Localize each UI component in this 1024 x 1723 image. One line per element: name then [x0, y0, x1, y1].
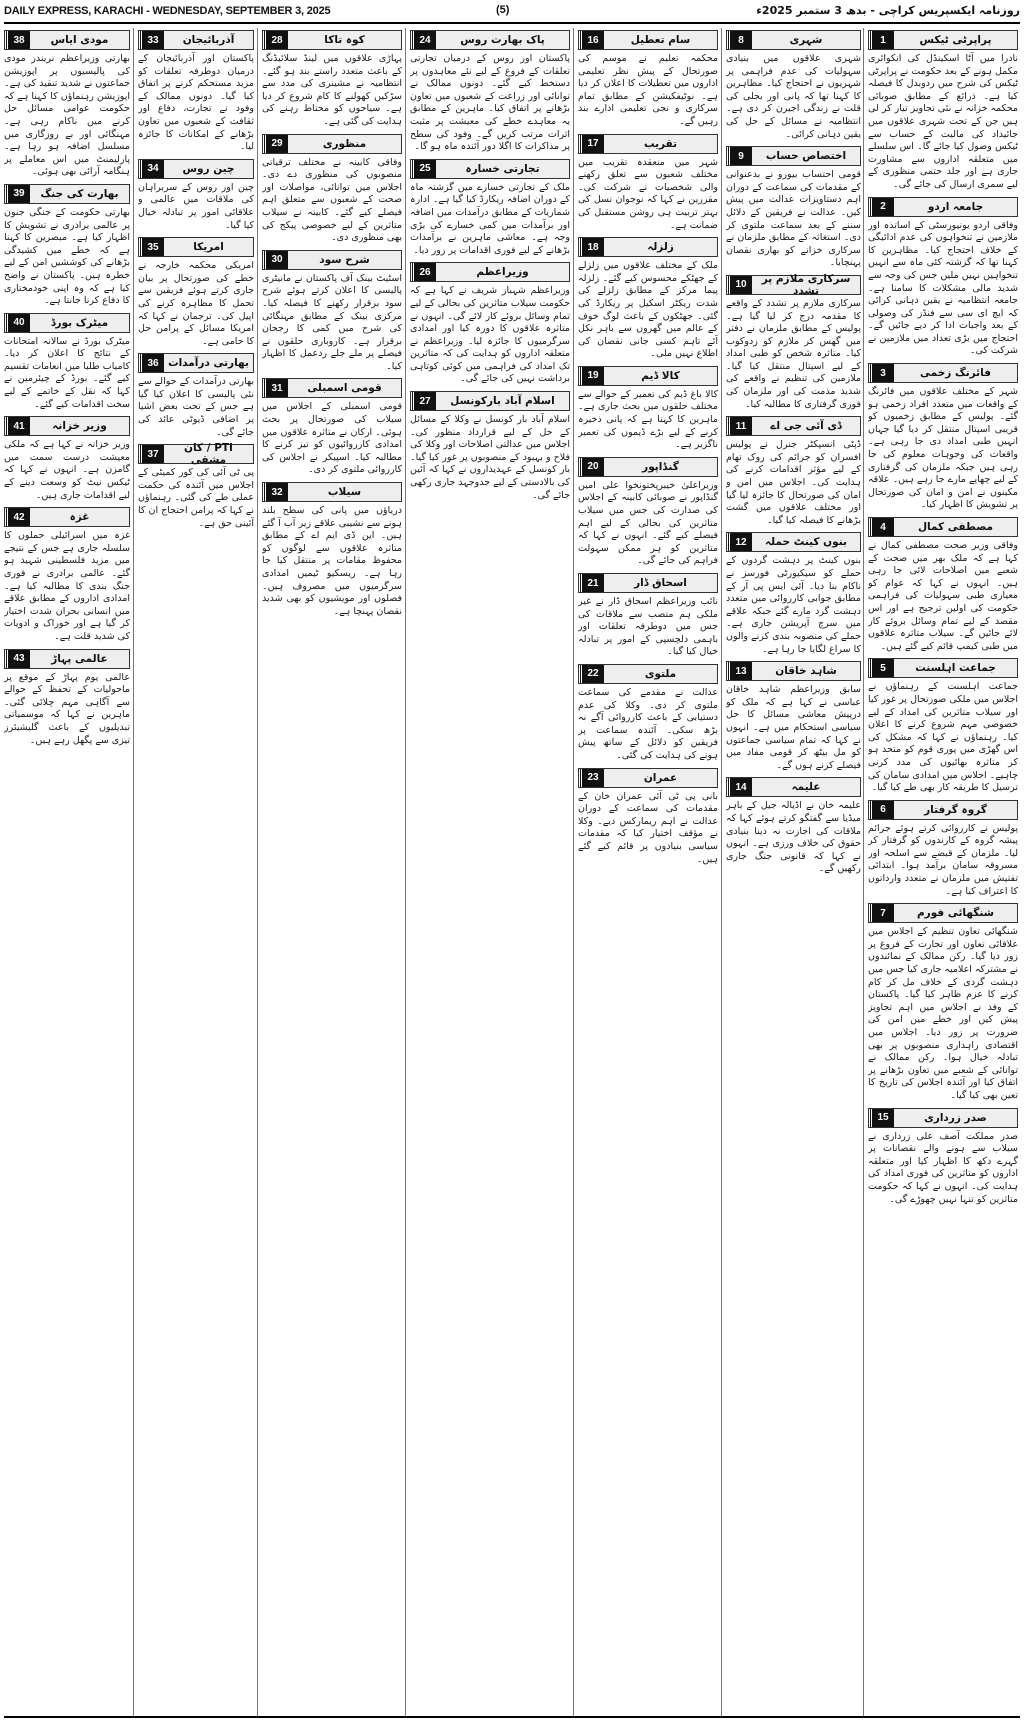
news-headline: بنوں کینٹ حملہ [765, 536, 847, 549]
news-headline: علیمہ [791, 781, 821, 794]
news-item [262, 482, 402, 618]
news-body-text: وزیراعلیٰ خیبرپختونخوا علی امین گنڈاپور نے صوبائی کابینہ کے اجلاس کی صدارت کی جس میں سیلاب متاثرین کی بحالی کے لیے اہم فیصلے کیے گئے۔ انہوں نے کہا کہ متاثرین کو ہر ممکن سہولت فراہم کی جائے گی۔ [578, 479, 718, 567]
news-item [578, 664, 718, 763]
news-body-text: قومی احتساب بیورو نے بدعنوانی کے مقدمات کی سماعت کے دوران اہم دستاویزات عدالت میں پیش کیں۔ عدالت نے فریقین کے دلائل سننے کے بعد سماعت ملتوی کر دی۔ استغاثہ کے مطابق ملزمان نے سرکاری خزانے کو بھاری نقصان پہنچایا۔ [726, 169, 861, 269]
news-headline: چین روس [182, 162, 235, 175]
news-body-text: شہر میں منعقدہ تقریب میں مختلف شعبوں سے تعلق رکھنے والی شخصیات نے شرکت کی۔ مقررین نے کہا کہ نوجوان نسل کی بہتر تربیت ہی روشن مستقبل کی ضمانت ہے۔ [578, 156, 718, 231]
news-headline-box [726, 30, 861, 50]
news-body-text: پہاڑی علاقوں میں لینڈ سلائیڈنگ کے باعث متعدد راستے بند ہو گئے۔ انتظامیہ نے مشینری کی مدد سے سڑکیں کھولنے کا کام شروع کر دیا ہے۔ سیاحوں کو محتاط رہنے کی ہدایت کی گئی ہے۔ [262, 53, 402, 127]
news-headline: عمران [643, 771, 678, 784]
news-index-number: 12 [727, 533, 752, 551]
news-index-number: 13 [727, 662, 752, 680]
news-body-text: میٹرک بورڈ نے سالانہ امتحانات کے نتائج کا اعلان کر دیا۔ کامیاب طلبا میں انعامات تقسیم کیے گئے۔ بورڈ کے چیئرمین نے کہا کہ نقل کے خاتمے کے لیے سخت اقدامات کیے گئے۔ [4, 335, 130, 410]
news-headline: سام تعطیل [630, 34, 691, 46]
news-body-text: عدالت نے مقدمے کی سماعت ملتوی کر دی۔ وکلا کی عدم دستیابی کے باعث کارروائی آگے نہ بڑھ سکی۔ آئندہ سماعت پر فریقین کو دلائل کے ساتھ پیش ہونے کی ہدایت کی گئی۔ [578, 686, 718, 761]
news-index-number: 19 [579, 367, 604, 385]
news-headline: اسحاق ڈار [634, 577, 687, 589]
news-index-number: 35 [139, 238, 164, 256]
news-body-text: ملک کے مختلف علاقوں میں زلزلے کے جھٹکے محسوس کیے گئے۔ زلزلہ پیما مرکز کے مطابق زلزلے کی شدت ریکٹر اسکیل پر ریکارڈ کی گئی۔ جھٹکوں کے باعث لوگ خوف کے عالم میں گھروں سے باہر نکل آئے تاہم کسی جانی نقصان کی اطلاع نہیں ملی۔ [578, 260, 718, 360]
news-headline-box [4, 30, 130, 50]
news-body-text: وفاقی کابینہ نے مختلف ترقیاتی منصوبوں کی منظوری دے دی۔ اجلاس میں توانائی، مواصلات اور صحت کے شعبوں سے متعلق اہم فیصلے کیے گئے۔ کابینہ نے سیلاب متاثرین کے لیے خصوصی پیکج کی بھی منظوری دی۔ [262, 156, 402, 244]
news-headline: کالا ڈیم [641, 369, 680, 382]
news-headline-box [868, 363, 1018, 383]
news-item [262, 30, 402, 129]
news-item [4, 649, 130, 748]
news-headline-box [4, 649, 130, 669]
news-body-text: سرکاری ملازم پر تشدد کے واقعے کا مقدمہ درج کر لیا گیا ہے۔ پولیس کے مطابق ملزمان نے دفتر میں گھس کر ملازم کو زدوکوب کیا۔ متاثرہ شخص کو طبی امداد کے لیے اسپتال منتقل کیا گیا۔ ملازمین کی تنظیم نے واقعے کی شدید مذمت کی اور ملزمان کی فوری گرفتاری کا مطالبہ کیا۔ [726, 297, 861, 410]
news-index-number: 1 [869, 31, 894, 49]
news-index-number: 28 [263, 31, 288, 49]
news-headline-box [578, 30, 718, 50]
news-item [868, 1108, 1018, 1207]
news-item [262, 134, 402, 245]
news-headline-box [868, 658, 1018, 678]
news-body-text: شہری علاقوں میں بنیادی سہولیات کی عدم فراہمی پر شہریوں نے احتجاج کیا۔ مظاہرین کا کہنا تھا کہ پانی اور بجلی کی قلت نے زندگی اجیرن کر دی ہے۔ انتظامیہ نے مسائل کے حل کی یقین دہانی کرائی۔ [726, 53, 861, 140]
news-body-text: شہر کے مختلف علاقوں میں فائرنگ کے واقعات میں متعدد افراد زخمی ہو گئے۔ پولیس کے مطابق زخمیوں کو قریبی اسپتال منتقل کر دیا گیا جہاں انہیں طبی امداد دی جا رہی ہے۔ واقعات کی وجوہات معلوم کی جا رہی ہیں جبکہ ملزمان کی گرفتاری کے لیے چھاپے مارے جا رہے ہیں۔ علاقہ مکینوں نے امن و امان کی صورتحال پر تشویش کا اظہار کیا۔ [868, 386, 1018, 511]
news-headline-box [262, 250, 402, 270]
news-body-text: وفاقی وزیر صحت مصطفی کمال نے کہا ہے کہ ملک بھر میں صحت کے شعبے میں اصلاحات لائی جا رہی ہیں۔ انہوں نے کہا کہ عوام کو معیاری طبی سہولیات کی فراہمی حکومت کی اولین ترجیح ہے اور اس مقصد کے لیے تمام وسائل بروئے کار لائے جائیں گے۔ سیلاب متاثرہ علاقوں میں طبی کیمپ قائم کیے گئے ہیں۔ [868, 540, 1018, 652]
news-item [578, 768, 718, 867]
news-headline-box [868, 30, 1018, 50]
news-item [726, 416, 861, 527]
news-headline-box [578, 366, 718, 386]
news-headline-box [4, 416, 130, 436]
news-headline: سیلاب [327, 486, 362, 499]
news-headline-box [138, 237, 254, 257]
news-body-text: علیمہ خان نے اڈیالہ جیل کے باہر میڈیا سے گفتگو کرتے ہوئے کہا کہ ملاقات کی اجازت نہ دینا بنیادی حقوق کی خلاف ورزی ہے۔ انہوں نے کہا کہ قانونی جنگ جاری رکھیں گے۔ [726, 800, 861, 875]
news-headline: آذربائیجان [182, 34, 235, 46]
news-body-text: غزہ میں اسرائیلی حملوں کا سلسلہ جاری ہے جس کے نتیجے میں مزید فلسطینی شہید ہو گئے۔ عالمی برادری نے فوری جنگ بندی کا مطالبہ کیا ہے۔ امدادی اداروں کے مطابق علاقے میں انسانی بحران شدت اختیار کر گیا ہے اور خوراک و ادویات کی شدید قلت ہے۔ [4, 530, 130, 642]
news-item [138, 159, 254, 232]
news-index-number: 43 [5, 650, 30, 668]
news-body-text: اسٹیٹ بینک آف پاکستان نے مانیٹری پالیسی کا اعلان کرتے ہوئے شرح سود برقرار رکھنے کا فیصلہ کیا۔ مرکزی بینک کے مطابق مہنگائی کی شرح میں کمی کا رجحان برقرار ہے۔ کاروباری حلقوں نے فیصلے پر ملے جلے ردعمل کا اظہار کیا۔ [262, 272, 402, 372]
news-headline-box [726, 416, 861, 436]
news-index-number: 7 [869, 904, 894, 922]
news-index-number: 3 [869, 364, 894, 382]
news-item [578, 366, 718, 452]
news-index-number: 42 [5, 508, 30, 526]
masthead [4, 2, 1020, 22]
news-body-text: پولیس نے کارروائی کرتے ہوئے جرائم پیشہ گروہ کے کارندوں کو گرفتار کر لیا۔ ملزمان کے قبضے سے اسلحہ اور مسروقہ سامان برآمد ہوا۔ ابتدائی تفتیش میں ملزمان نے متعدد وارداتوں کا اعتراف کیا ہے۔ [868, 822, 1018, 897]
news-headline: شنگھائی فورم [916, 907, 994, 920]
news-item [262, 378, 402, 477]
news-item [262, 250, 402, 374]
news-headline: فائرنگ زخمی [920, 367, 991, 380]
news-headline-box [578, 457, 718, 477]
news-item [578, 457, 718, 568]
news-headline: PTI / کان مشقی [184, 442, 233, 467]
news-index-number: 25 [411, 160, 436, 178]
news-index-number: 24 [411, 31, 436, 49]
news-index-number: 32 [263, 483, 288, 501]
news-headline-box [578, 237, 718, 257]
news-headline: بھارتی درآمدات [168, 357, 249, 370]
news-headline: قومی اسمبلی [307, 382, 382, 395]
news-headline-box [138, 30, 254, 50]
news-headline: اختصاص حساب [765, 150, 847, 163]
news-index-number: 9 [727, 147, 752, 165]
news-headline-box [868, 517, 1018, 537]
news-index-number: 21 [579, 574, 604, 592]
news-item [138, 30, 254, 154]
column-separator [257, 28, 258, 1718]
news-index-number: 29 [263, 135, 288, 153]
news-headline-box [138, 159, 254, 179]
news-index-number: 11 [727, 417, 752, 435]
news-headline-box [262, 482, 402, 502]
news-headline-box [578, 664, 718, 684]
news-index-number: 16 [579, 31, 604, 49]
news-headline: پراپرٹی ٹیکس [919, 34, 992, 46]
news-item [726, 777, 861, 876]
masthead-english-dateline: DAILY EXPRESS, KARACHI - WEDNESDAY, SEPTEMBER 3, 2025 [4, 5, 331, 17]
news-headline: صدر زرداری [924, 1111, 987, 1124]
news-index-number: 20 [579, 458, 604, 476]
column-separator [721, 28, 722, 1718]
news-item [578, 30, 718, 129]
news-index-number: 37 [139, 445, 164, 463]
news-body-text: امریکی محکمہ خارجہ نے خطے کی صورتحال پر بیان جاری کرتے ہوئے فریقین سے تحمل کا مظاہرہ کرنے کی اپیل کی۔ ترجمان نے کہا کہ امریکا مسائل کے پرامن حل کا حامی ہے۔ [138, 260, 254, 347]
news-body-text: بانی پی ٹی آئی عمران خان کے مقدمات کی سماعت کے دوران عدالت نے اہم ریمارکس دیے۔ وکلا نے مؤقف اختیار کیا کہ مقدمات سیاسی بنیادوں پر قائم کیے گئے ہیں۔ [578, 790, 718, 865]
news-headline: وزیراعظم [476, 266, 529, 279]
news-headline-box [868, 800, 1018, 820]
news-body-text: عالمی یوم پہاڑ کے موقع پر ماحولیات کے تحفظ کے حوالے سے آگاہی مہم چلائی گئی۔ ماہرین نے کہا کہ موسمیاتی تبدیلیوں کے باعث گلیشیئرز تیزی سے پگھل رہے ہیں۔ [4, 671, 130, 746]
news-item [868, 197, 1018, 359]
news-headline: مصطفی کمال [917, 521, 994, 533]
news-body-text: نادرا میں آٹا اسکینڈل کی انکوائری مکمل ہونے کے بعد حکومت نے پراپرٹی ٹیکس کی شرح میں ردوبدل کا فیصلہ کیا ہے۔ ذرائع کے مطابق صوبائی محکمہ خزانہ نے نئی تجاویز تیار کر لی ہیں جن کے تحت شہری علاقوں میں جائیداد کی مالیت کے حساب سے ٹیکس وصول کیا جائے گا۔ اس سلسلے میں متعلقہ اداروں سے مشاورت جاری ہے اور جلد حتمی منظوری کے لیے سمری ارسال کی جائے گی۔ [868, 53, 1018, 190]
news-headline-box [138, 442, 254, 467]
news-item [578, 134, 718, 233]
news-body-text: کالا باغ ڈیم کی تعمیر کے حوالے سے مختلف حلقوں میں بحث جاری ہے۔ ماہرین کا کہنا ہے کہ پانی ذخیرہ کرنے کے لیے بڑے ڈیموں کی تعمیر ناگزیر ہے۔ [578, 388, 718, 451]
news-body-text: پاکستان اور روس کے درمیان تجارتی تعلقات کے فروغ کے لیے نئے معاہدوں پر دستخط کیے گئے۔ دونوں ممالک نے توانائی اور زراعت کے شعبوں میں تعاون بڑھانے پر اتفاق کیا۔ ماہرین کے مطابق یہ معاہدے خطے کی معیشت پر مثبت اثرات مرتب کریں گے۔ وفود کی سطح پر مذاکرات کا اگلا دور آئندہ ماہ ہو گا۔ [410, 53, 570, 153]
news-index-number: 14 [727, 778, 752, 796]
news-body-text: ملک کے تجارتی خسارے میں گزشتہ ماہ کے دوران اضافہ ریکارڈ کیا گیا ہے۔ ادارہ شماریات کے مطابق درآمدات میں اضافہ اور برآمدات میں کمی خسارے کی بڑی وجہ ہے۔ معاشی ماہرین نے برآمدات بڑھانے کے لیے فوری اقدامات پر زور دیا۔ [410, 181, 570, 256]
news-body-text: بھارتی وزیراعظم نریندر مودی کی پالیسیوں پر اپوزیشن جماعتوں نے شدید تنقید کی ہے۔ اپوزیشن رہنماؤں کا کہنا ہے کہ حکومت عوامی مسائل حل کرنے میں ناکام رہی ہے۔ مہنگائی اور بے روزگاری میں مسلسل اضافہ ہو رہا ہے۔ پارلیمنٹ میں اس معاملے پر ہنگامہ آرائی بھی ہوئی۔ [4, 53, 130, 178]
news-item [726, 272, 861, 411]
news-item [138, 444, 254, 530]
news-headline: شرح سود [319, 253, 370, 266]
news-headline-box [410, 391, 570, 411]
news-item [410, 262, 570, 386]
news-headline-box [726, 777, 861, 797]
news-body-text: پی ٹی آئی کی کور کمیٹی کے اجلاس میں آئندہ کی حکمت عملی طے کی گئی۔ رہنماؤں نے کہا کہ پرامن احتجاج ان کا آئینی حق ہے۔ [138, 467, 254, 529]
news-headline: غزہ [69, 511, 90, 524]
news-headline-box [726, 146, 861, 166]
news-headline: شہری [789, 34, 823, 46]
news-body-text: بھارتی حکومت کے جنگی جنون پر عالمی برادری نے تشویش کا اظہار کیا ہے۔ مبصرین کا کہنا ہے کہ خطے میں کشیدگی بڑھانے کی کوششیں امن کے لیے خطرہ ہیں۔ پاکستان نے واضح کیا ہے کہ وہ اپنی خودمختاری کا دفاع کرنا جانتا ہے۔ [4, 206, 130, 307]
news-item [868, 658, 1018, 794]
news-headline-box [262, 378, 402, 398]
news-column-7 [4, 28, 130, 1716]
news-item [4, 30, 130, 179]
news-headline-box [410, 262, 570, 282]
news-headline: شاہد خاقان [775, 665, 837, 678]
news-body-text: وفاقی اردو یونیورسٹی کے اساتذہ اور ملازمین نے تنخواہوں کی عدم ادائیگی کے خلاف احتجاج کیا۔ مظاہرین کا کہنا تھا کہ گزشتہ کئی ماہ سے انہیں تنخواہیں نہیں ملیں جس کی وجہ سے شدید مالی مشکلات کا سامنا ہے۔ جامعہ انتظامیہ نے یقین دہانی کرائی کہ ایچ ای سی سے فنڈز کی وصولی کے بعد واجبات ادا کر دیے جائیں گے۔ احتجاج میں بڑی تعداد میں ملازمین نے شرکت کی۔ [868, 219, 1018, 357]
news-item [410, 391, 570, 502]
news-headline: پاک بھارت روس [460, 34, 545, 46]
news-column-1 [868, 28, 1018, 1716]
news-headline-box [578, 573, 718, 593]
news-index-number: 17 [579, 135, 604, 153]
news-headline: امریکا [193, 241, 224, 254]
page-number: (5) [496, 4, 510, 16]
news-headline: مودی ایاس [50, 34, 109, 46]
news-body-text: ڈپٹی انسپکٹر جنرل نے پولیس افسران کو جرائم کی روک تھام کے لیے مؤثر اقدامات کرنے کی ہدایت کی۔ اجلاس میں امن و امان کی صورتحال کا جائزہ لیا گیا اور مختلف علاقوں میں گشت بڑھانے کا فیصلہ کیا گیا۔ [726, 439, 861, 526]
news-headline-box [868, 903, 1018, 923]
news-body-text: قومی اسمبلی کے اجلاس میں سیلاب کی صورتحال پر بحث ہوئی۔ ارکان نے متاثرہ علاقوں میں امدادی کارروائیوں کو تیز کرنے کا مطالبہ کیا۔ اسپیکر نے اجلاس کی کارروائی ملتوی کر دی۔ [262, 401, 402, 476]
news-headline: گروہ گرفتار [924, 803, 987, 816]
news-headline: سرکاری ملازم پر تشدد [761, 272, 851, 297]
news-index-number: 15 [869, 1109, 894, 1127]
news-item [138, 353, 254, 439]
news-item [138, 237, 254, 348]
news-body-text: اسلام آباد بار کونسل نے وکلا کے مسائل کے حل کے لیے قرارداد منظور کی۔ اجلاس میں عدالتی اصلاحات اور وکلا کی فلاح و بہبود کے منصوبوں پر غور کیا گیا۔ بار کونسل کے عہدیداروں نے کہا کہ آئین کی بالادستی کے لیے جدوجہد جاری رکھی جائے گی۔ [410, 414, 570, 501]
news-body-text: شنگھائی تعاون تنظیم کے اجلاس میں علاقائی تعاون اور تجارت کے فروغ پر زور دیا گیا۔ رکن ممالک کے نمائندوں نے مشترکہ اعلامیہ جاری کیا جس میں دہشت گردی کے خلاف مل کر کام کرنے کا عزم ظاہر کیا گیا۔ پاکستان کے وفد نے اجلاس میں اہم تجاویز پیش کیں اور خطے میں امن کی ضرورت پر زور دیا۔ اجلاس میں اقتصادی راہداری منصوبوں پر بھی تبادلہ خیال ہوا۔ رکن ممالک نے توانائی کے شعبے میں تعاون بڑھانے پر اتفاق کیا اور آئندہ اجلاس کی تاریخ کا تعین بھی کیا گیا۔ [868, 926, 1018, 1101]
news-headline: جماعت اہلسنت [915, 662, 996, 675]
news-headline: گنڈاپور [642, 460, 679, 473]
news-index-number: 30 [263, 251, 288, 269]
news-item [868, 363, 1018, 512]
news-headline-box [868, 197, 1018, 217]
news-column-2 [726, 28, 861, 1716]
news-index-number: 27 [411, 392, 436, 410]
news-headline-box [410, 159, 570, 179]
news-headline: بھارت کی جنگ [40, 187, 119, 200]
news-index-number: 26 [411, 263, 436, 281]
column-separator [573, 28, 574, 1718]
news-index-number: 4 [869, 518, 894, 536]
news-item [726, 146, 861, 270]
news-index-number: 8 [727, 31, 752, 49]
news-body-text: سابق وزیراعظم شاہد خاقان عباسی نے کہا ہے کہ ملک کو درپیش معاشی مسائل کا حل سیاسی استحکام میں ہے۔ انہوں نے کہا کہ تمام سیاسی جماعتوں کو مل بیٹھ کر قومی مفاد میں فیصلے کرنے ہوں گے۔ [726, 684, 861, 771]
news-headline: تجارتی خسارہ [465, 162, 540, 175]
news-headline-box [4, 507, 130, 527]
news-item [726, 30, 861, 141]
news-headline: زلزلہ [647, 241, 674, 254]
news-body-text: بنوں کینٹ پر دہشت گردوں کے حملے کو سیکیورٹی فورسز نے ناکام بنا دیا۔ آئی ایس پی آر کے مطابق جوابی کارروائی میں متعدد دہشت گرد مارے گئے جبکہ علاقے میں سرچ آپریشن جاری ہے۔ حملے کی منصوبہ بندی کرنے والوں کا سراغ لگایا جا رہا ہے۔ [726, 555, 861, 655]
news-column-3 [578, 28, 718, 1716]
news-body-text: پاکستان اور آذربائیجان کے درمیان دوطرفہ تعلقات کو مزید مستحکم کرنے پر اتفاق کیا گیا۔ دونوں ممالک کے وفود نے تجارت، دفاع اور ثقافت کے شعبوں میں تعاون بڑھانے کے امکانات کا جائزہ لیا۔ [138, 53, 254, 153]
news-index-number: 39 [5, 185, 30, 203]
news-item [868, 800, 1018, 899]
news-index-number: 36 [139, 354, 164, 372]
news-body-text: جماعت اہلسنت کے رہنماؤں نے اجلاس میں ملکی صورتحال پر غور کیا اور سیلاب متاثرین کی امداد کے لیے خصوصی مہم شروع کرنے کا اعلان کیا۔ رہنماؤں نے کہا کہ مشکل کی اس گھڑی میں پوری قوم کو متحد ہو کر متاثرہ بھائیوں کی مدد کرنی چاہیے۔ اجلاس میں امدادی سامان کی ترسیل کا طریقہ کار بھی طے کیا گیا۔ [868, 681, 1018, 794]
bottom-rule [4, 1716, 1020, 1718]
news-headline: وزیر خزانہ [52, 420, 107, 433]
news-item [410, 159, 570, 258]
news-body-text: چین اور روس کے سربراہان کی ملاقات میں عالمی و علاقائی امور پر تبادلہ خیال کیا گیا۔ [138, 181, 254, 231]
news-index-number: 2 [869, 198, 894, 216]
news-item [578, 237, 718, 361]
news-headline-box [4, 184, 130, 204]
news-item [4, 184, 130, 308]
news-index-number: 5 [869, 659, 894, 677]
news-index-number: 33 [139, 31, 164, 49]
news-headline-box [262, 30, 402, 50]
news-index-number: 40 [5, 314, 30, 332]
news-item [726, 532, 861, 656]
news-body-text: محکمہ تعلیم نے موسم کی صورتحال کے پیش نظر تعلیمی اداروں میں تعطیلات کا اعلان کر دیا ہے۔ نوٹیفکیشن کے مطابق تمام سرکاری و نجی تعلیمی ادارے بند رہیں گے۔ [578, 53, 718, 127]
news-headline-box [726, 661, 861, 681]
news-headline: ملتوی [644, 667, 677, 680]
news-headline-box [578, 768, 718, 788]
news-headline: عالمی پہاڑ [51, 652, 108, 665]
masthead-urdu-dateline: روزنامہ ایکسپریس کراچی - بدھ 3 ستمبر 2025ء [756, 4, 1020, 17]
news-headline: میٹرک بورڈ [50, 316, 109, 329]
news-headline: ڈی آئی جی اے [770, 420, 842, 433]
news-column-5 [262, 28, 402, 1716]
news-headline: اسلام آباد بارکونسل [450, 395, 555, 408]
news-index-number: 34 [139, 160, 164, 178]
news-body-text: بھارتی درآمدات کے حوالے سے نئی پالیسی کا اعلان کیا گیا ہے جس کے تحت بعض اشیا پر اضافی ڈیوٹی عائد کی جائے گی۔ [138, 376, 254, 438]
news-column-6 [138, 28, 254, 1716]
news-headline-box [138, 353, 254, 373]
news-headline: کوہ تاکا [324, 34, 365, 46]
column-separator [405, 28, 406, 1718]
news-item [578, 573, 718, 659]
column-separator [133, 28, 134, 1718]
news-headline: منظوری [322, 137, 367, 150]
news-item [868, 30, 1018, 192]
news-item [4, 416, 130, 502]
news-item [868, 517, 1018, 653]
news-index-number: 10 [727, 276, 752, 294]
news-index-number: 41 [5, 417, 30, 435]
news-headline-box [726, 272, 861, 297]
news-headline: تقریب [643, 137, 678, 150]
news-body-text: وزیر خزانہ نے کہا ہے کہ ملکی معیشت درست سمت میں گامزن ہے۔ انہوں نے کہا کہ ٹیکس نیٹ کو وسعت دینے کے لیے اقدامات جاری ہیں۔ [4, 439, 130, 501]
news-headline-box [262, 134, 402, 154]
news-item [4, 313, 130, 412]
news-column-4 [410, 28, 570, 1716]
news-body-text: دریاؤں میں پانی کی سطح بلند ہونے سے نشیبی علاقے زیر آب آ گئے ہیں۔ این ڈی ایم اے کے مطابق متاثرہ علاقوں سے لوگوں کو محفوظ مقامات پر منتقل کیا جا رہا ہے۔ ریسکیو ٹیمیں امدادی سرگرمیوں میں مصروف ہیں۔ فصلوں اور مویشیوں کو بھی شدید نقصان پہنچا ہے۔ [262, 505, 402, 617]
news-headline-box [726, 532, 861, 552]
news-index-number: 31 [263, 379, 288, 397]
news-headline-box [578, 134, 718, 154]
news-body-text: وزیراعظم شہباز شریف نے کہا ہے کہ حکومت سیلاب متاثرین کی بحالی کے لیے تمام وسائل بروئے کار لائے گی۔ انہوں نے متاثرہ علاقوں کا دورہ کیا اور امدادی سرگرمیوں کا جائزہ لیا۔ وزیراعظم نے متعلقہ اداروں کو ہدایت کی کہ متاثرین تک امداد کی فراہمی میں کوئی کوتاہی برداشت نہیں کی جائے گی۔ [410, 285, 570, 385]
news-headline-box [410, 30, 570, 50]
news-body-text: صدر مملکت آصف علی زرداری نے سیلاب سے ہونے والے نقصانات پر گہرے دکھ کا اظہار کیا اور متعلقہ اداروں کو متاثرین کی فوری امداد کی ہدایت کی۔ انہوں نے کہا کہ حکومت متاثرین کو تنہا نہیں چھوڑے گی۔ [868, 1130, 1018, 1205]
news-item [726, 661, 861, 772]
news-index-number: 38 [5, 31, 30, 49]
news-index-number: 18 [579, 238, 604, 256]
news-item [410, 30, 570, 154]
column-separator [863, 28, 864, 1718]
news-item [868, 903, 1018, 1102]
news-headline-box [4, 313, 130, 333]
news-headline: جامعہ اردو [927, 200, 984, 213]
news-index-number: 22 [579, 665, 604, 683]
news-index-number: 23 [579, 769, 604, 787]
news-headline-box [868, 1108, 1018, 1128]
news-index-number: 6 [869, 801, 894, 819]
news-item [4, 507, 130, 643]
news-body-text: نائب وزیراعظم اسحاق ڈار نے غیر ملکی ہم منصب سے ملاقات کی جس میں دوطرفہ تعلقات اور باہمی دلچسپی کے امور پر تبادلہ خیال کیا گیا۔ [578, 596, 718, 658]
top-rule [4, 22, 1020, 24]
